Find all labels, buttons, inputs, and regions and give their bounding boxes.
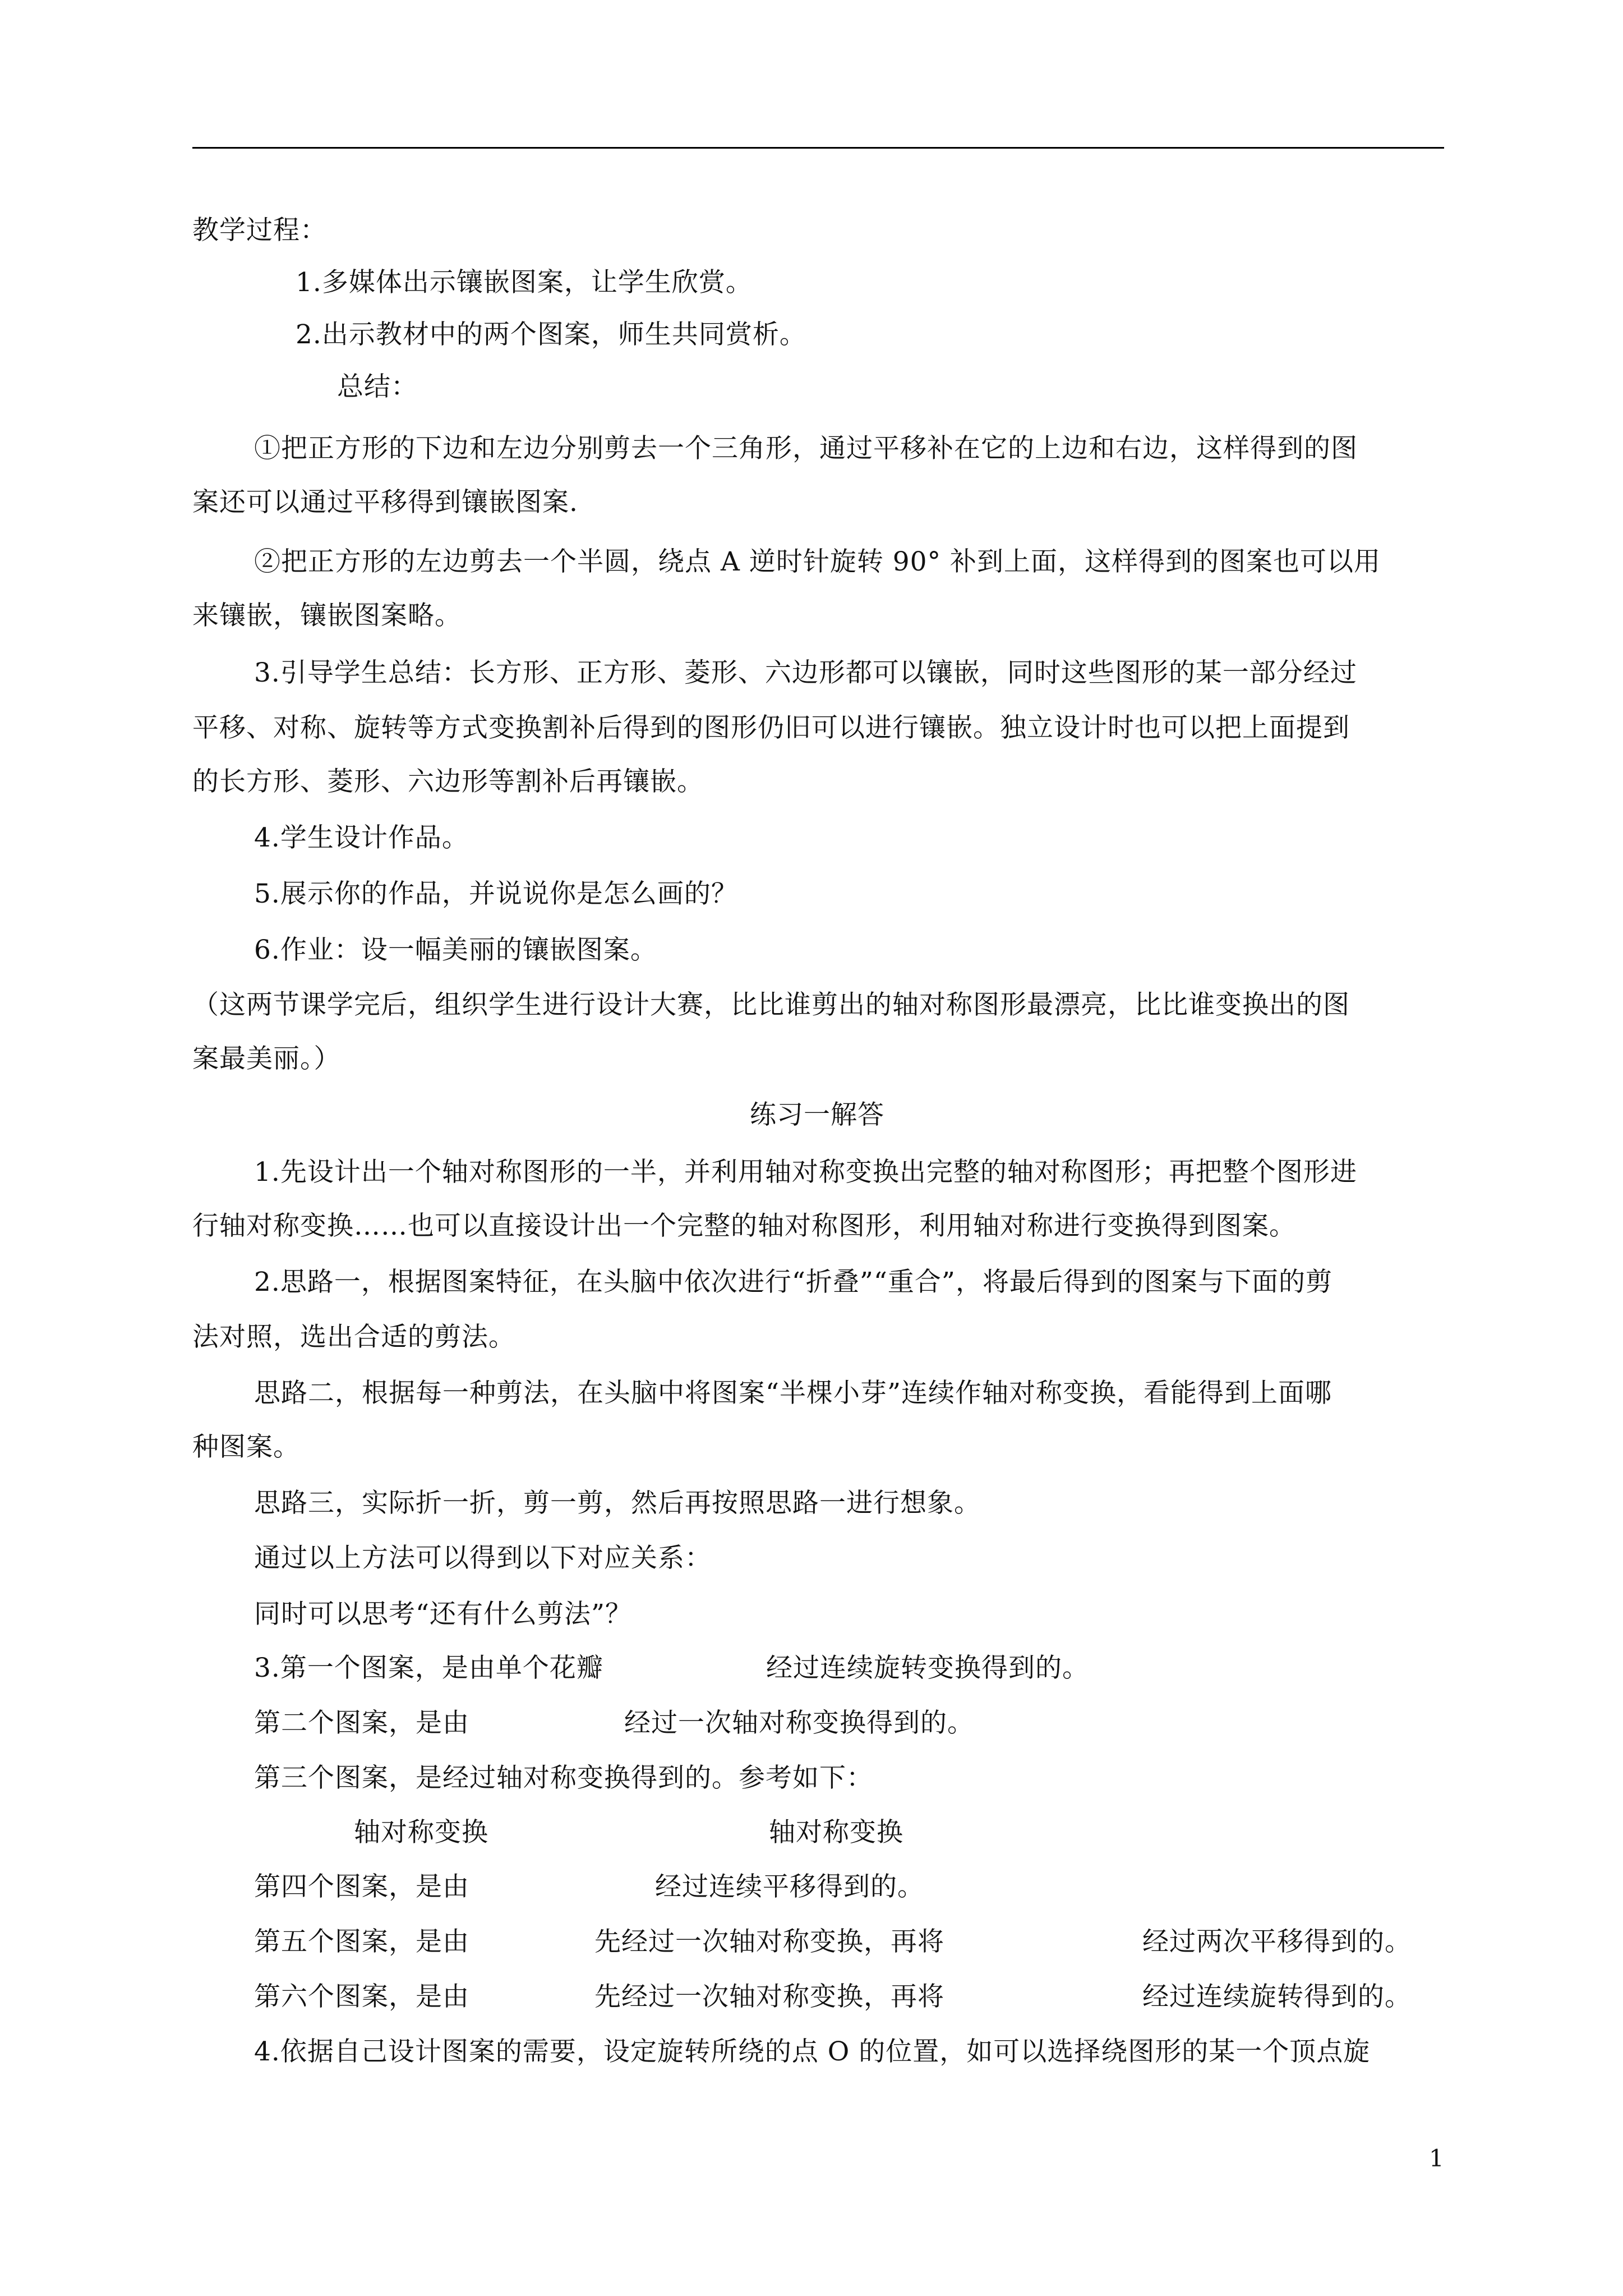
text-line: 法对照，选出合适的剪法。 xyxy=(192,1322,515,1352)
text-line: 案还可以通过平移得到镶嵌图案. xyxy=(192,487,578,518)
text-line: 5.展示你的作品，并说说你是怎么画的？ xyxy=(254,878,738,909)
text-line: 1.多媒体出示镶嵌图案，让学生欣赏。 xyxy=(296,267,753,298)
text-line: 第三个图案，是经过轴对称变换得到的。参考如下： xyxy=(254,1763,873,1793)
text-line: 案最美丽。） xyxy=(192,1043,341,1074)
text-line: 1.先设计出一个轴对称图形的一半，并利用轴对称变换出完整的轴对称图形；再把整个图形进 xyxy=(254,1157,1357,1188)
section-heading: 练习一解答 xyxy=(750,1099,884,1130)
text-line: 教学过程： xyxy=(192,215,327,246)
text-line: 行轴对称变换……也可以直接设计出一个完整的轴对称图形，利用轴对称进行变换得到图案。 xyxy=(192,1211,1296,1241)
text-segment: 经过连续平移得到的。 xyxy=(655,1871,924,1902)
text-line: 4.依据自己设计图案的需要，设定旋转所绕的点 O 的位置，如可以选择绕图形的某一个顶点旋 xyxy=(254,2036,1371,2067)
text-line: 同时可以思考“还有什么剪法”？ xyxy=(254,1599,633,1630)
text-line: 的长方形、菱形、六边形等割补后再镶嵌。 xyxy=(192,766,704,797)
text-line: 2.思路一，根据图案特征，在头脑中依次进行“折叠”“重合”，将最后得到的图案与下面的剪 xyxy=(254,1267,1332,1297)
text-line: ②把正方形的左边剪去一个半圆，绕点 A 逆时针旋转 90° 补到上面，这样得到的图案也可以用 xyxy=(254,546,1381,577)
text-segment: 第六个图案，是由 xyxy=(254,1981,469,2012)
text-line: 2.出示教材中的两个图案，师生共同赏析。 xyxy=(296,319,806,350)
text-segment: 第四个图案，是由 xyxy=(254,1871,469,1902)
text-segment: 经过连续旋转变换得到的。 xyxy=(766,1653,1089,1683)
text-segment: 经过一次轴对称变换得到的。 xyxy=(624,1708,974,1738)
text-line: ①把正方形的下边和左边分别剪去一个三角形，通过平移补在它的上边和右边，这样得到的图 xyxy=(254,433,1358,464)
text-segment: 经过两次平移得到的。 xyxy=(1142,1926,1412,1957)
text-segment: 第二个图案，是由 xyxy=(254,1708,469,1738)
text-line: 思路二，根据每一种剪法，在头脑中将图案“半棵小芽”连续作轴对称变换，看能得到上面哪 xyxy=(254,1378,1332,1409)
text-line: 3.引导学生总结：长方形、正方形、菱形、六边形都可以镶嵌，同时这些图形的某一部分经过 xyxy=(254,657,1357,688)
text-segment: 先经过一次轴对称变换，再将 xyxy=(594,1926,944,1957)
text-line: 4.学生设计作品。 xyxy=(254,822,469,853)
text-line: 种图案。 xyxy=(192,1432,300,1462)
text-segment: 经过连续旋转得到的。 xyxy=(1142,1981,1412,2012)
text-line: 思路三，实际折一折，剪一剪，然后再按照思路一进行想象。 xyxy=(254,1488,981,1519)
page-number: 1 xyxy=(1429,2145,1444,2172)
text-segment: 先经过一次轴对称变换，再将 xyxy=(594,1981,944,2012)
text-line: 通过以上方法可以得到以下对应关系： xyxy=(254,1543,712,1573)
text-line: 来镶嵌，镶嵌图案略。 xyxy=(192,600,462,631)
text-line: （这两节课学完后，组织学生进行设计大赛，比比谁剪出的轴对称图形最漂亮，比比谁变换出的图 xyxy=(192,990,1350,1020)
text-segment: 轴对称变换 xyxy=(769,1817,903,1848)
text-line: 平移、对称、旋转等方式变换割补后得到的图形仍旧可以进行镶嵌。独立设计时也可以把上面提到 xyxy=(192,712,1350,743)
text-line: 总结： xyxy=(337,371,418,402)
text-segment: 3.第一个图案，是由单个花瓣 xyxy=(254,1653,603,1683)
header-rule xyxy=(192,147,1444,149)
text-line: 6.作业：设一幅美丽的镶嵌图案。 xyxy=(254,935,657,965)
text-segment: 轴对称变换 xyxy=(354,1817,488,1848)
text-segment: 第五个图案，是由 xyxy=(254,1926,469,1957)
